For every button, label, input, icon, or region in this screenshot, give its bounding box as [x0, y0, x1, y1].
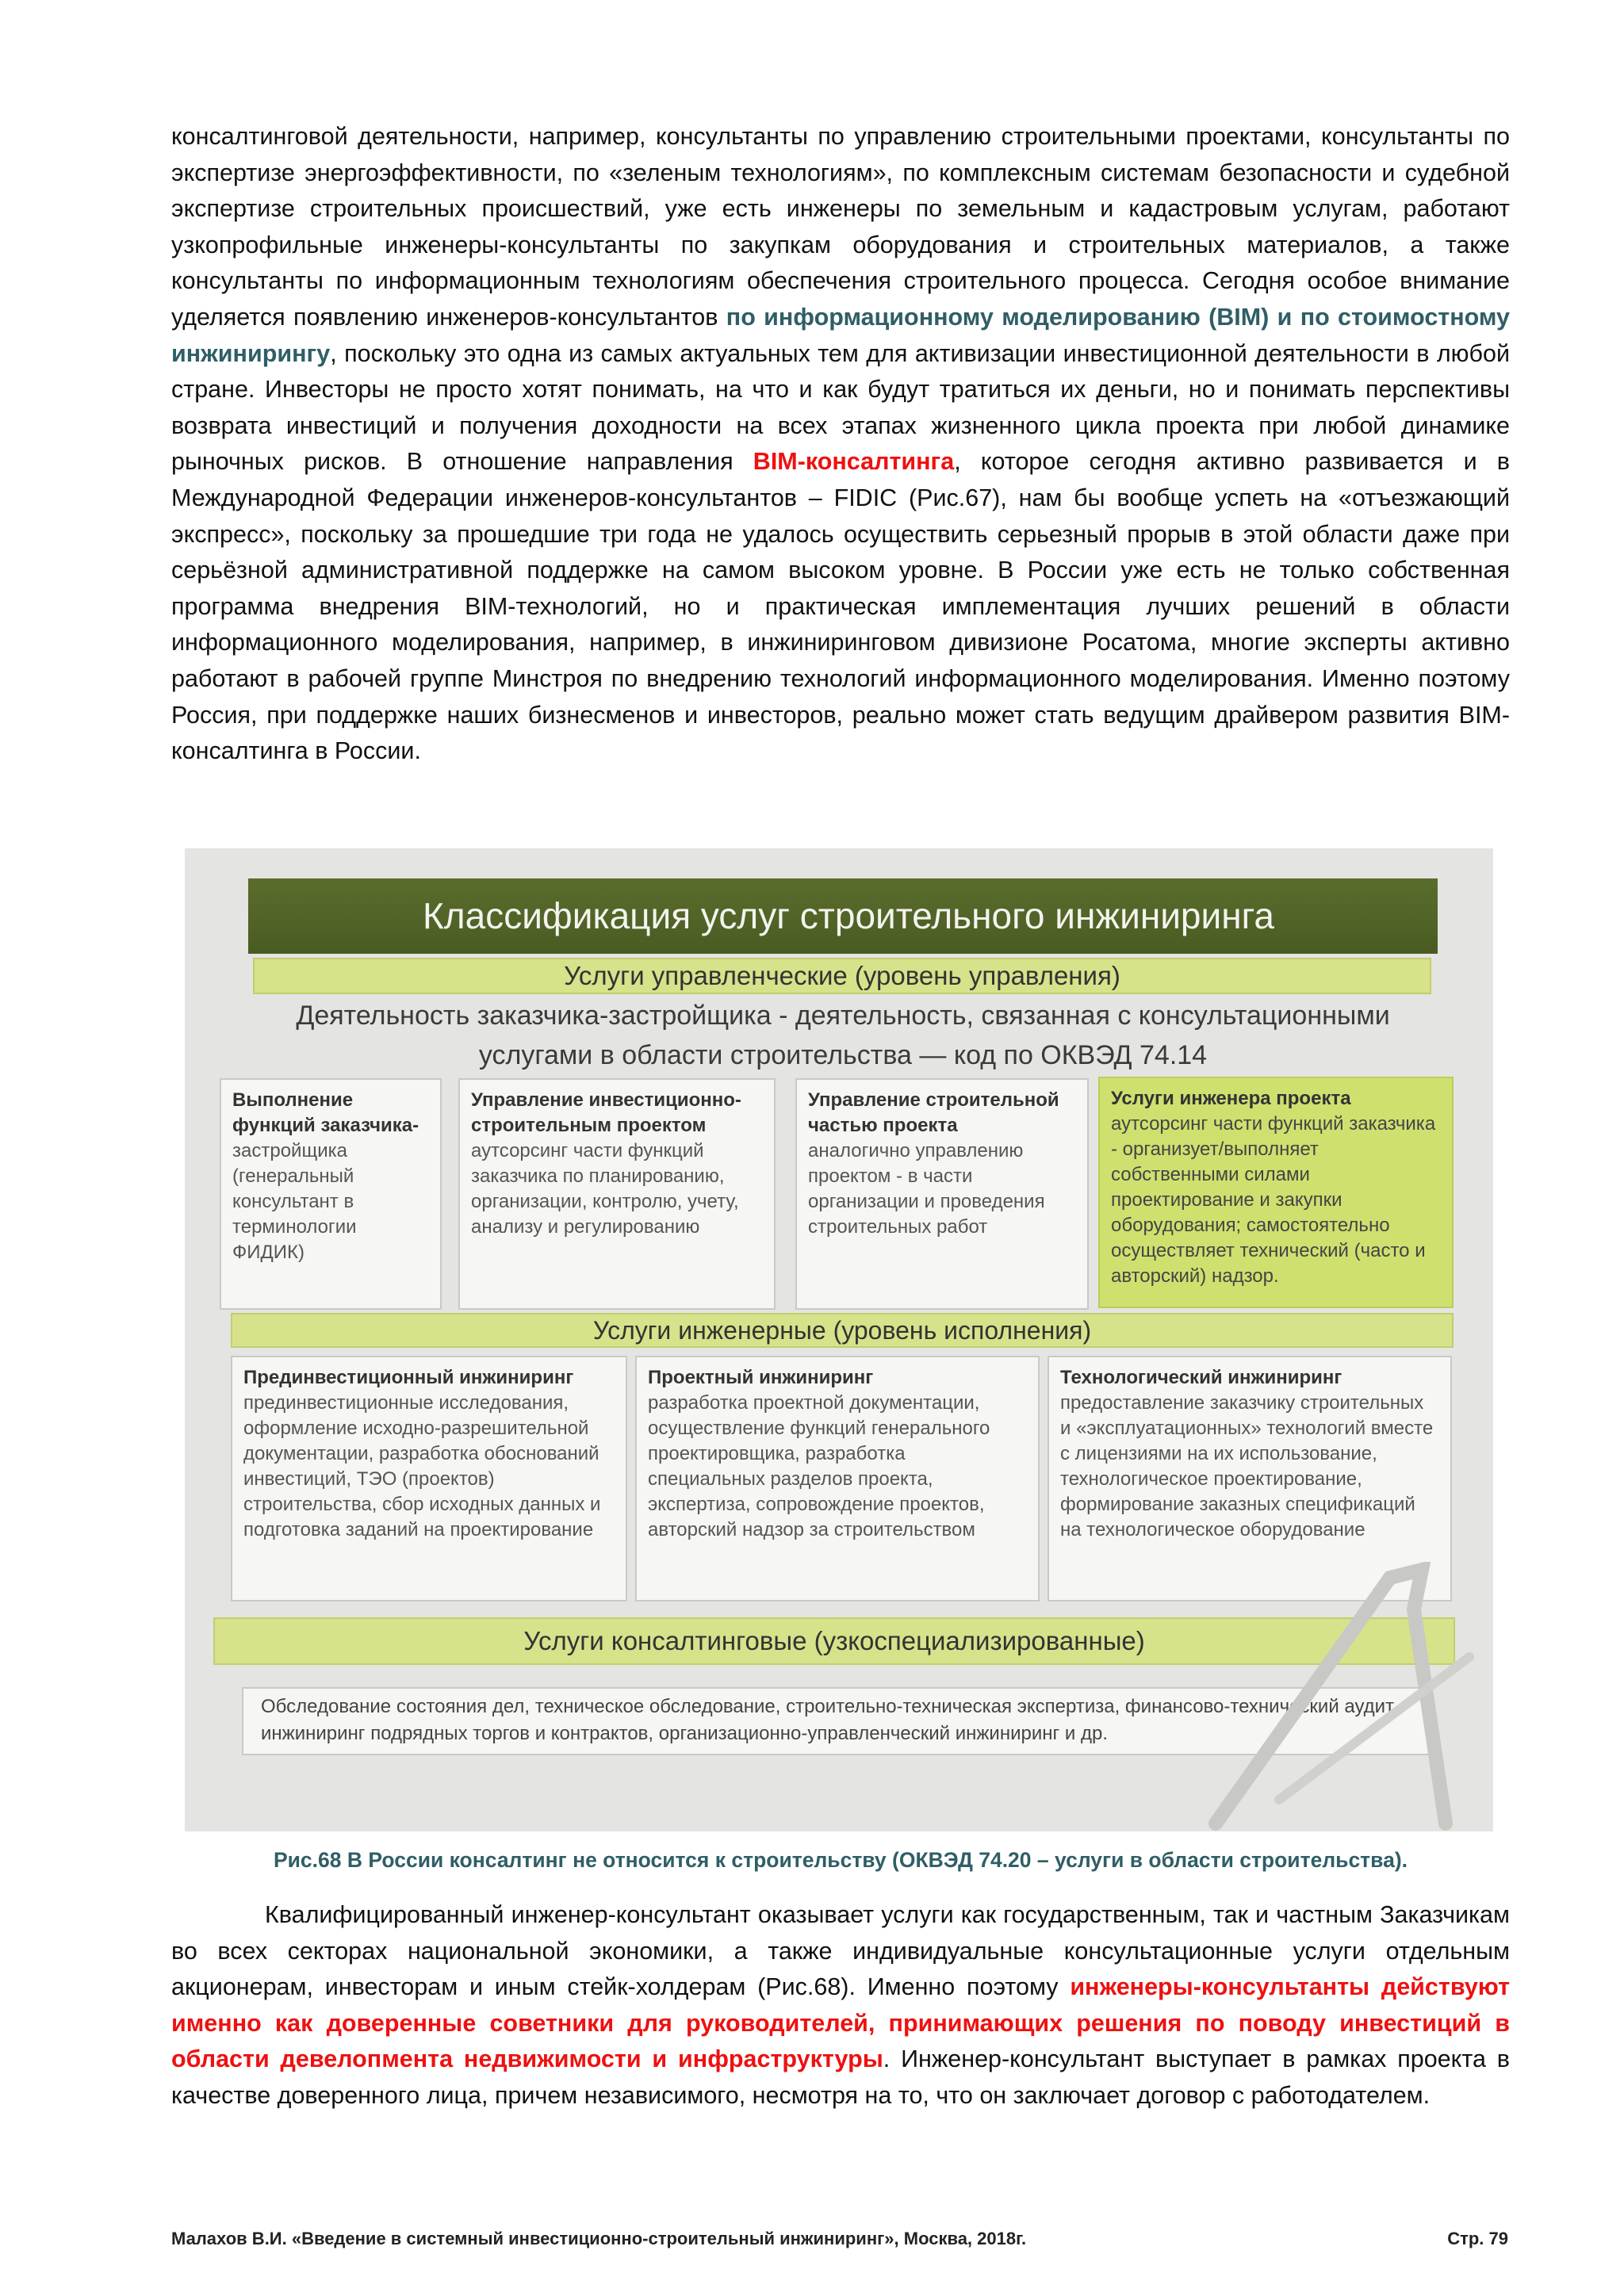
card-title: Выполнение функций заказчика- [232, 1089, 419, 1136]
page-number: Стр. 79 [1447, 2229, 1508, 2248]
p2-highlight: инженеры-консультанты действуют именно как доверенные советники для руководителей, принимающих решения по поводу инвестиций в области девелопмента недвижимости и инфраструктуры [171, 1973, 1511, 2073]
card-body: аналогично управлению проектом - в части организации и проведения строительных работ [808, 1140, 1045, 1238]
card-title: Услуги инженера проекта [1111, 1088, 1351, 1109]
card-project-management [458, 1078, 776, 1310]
figure-caption: Рис.68 В России консалтинг не относится к строительству (ОКВЭД 74.20 – услуги в области строительства). [273, 1848, 1408, 1872]
band-engineering-services: Услуги инженерные (уровень исполнения) [231, 1313, 1454, 1348]
card-title: Технологический инжиниринг [1060, 1367, 1342, 1388]
band-consulting-services: Услуги консалтинговые (узкоспециализированные) [213, 1617, 1455, 1665]
card-title: Проектный инжиниринг [648, 1367, 874, 1388]
card-construction-management [795, 1078, 1089, 1310]
p1-text-e: , которое сегодня активно развивается и в Международной Федерации инженеров-консультантов – FIDIC (Рис.67), нам бы вообще успеть на «отъезжающий экспресс», поскольку за прошедшие три года не удалось осуществить серьезный прорыв в этой области даже при серьёзной административной поддержке на самом высоком уровне. В России уже есть не только собственная программа внедрения BIM-технологий, но и практическая имплементация лучших решений в области информационного моделирования, например, в инжиниринговом дивизионе Росатома, многие эксперты активно работают в рабочей группе Минстроя по внедрению технологий информационного моделирования. Именно поэтому Россия, при поддержке наших бизнесменов и инвесторов, реально может стать ведущим драйвером развития BIM-консалтинга в России. [171, 448, 1510, 765]
body-paragraph-1 [171, 119, 1510, 770]
card-preinvestment-engineering [231, 1356, 627, 1601]
card-body: аутсорсинг части функций заказчика по планированию, организации, контролю, учету, анализу и регулированию [471, 1140, 739, 1238]
card-body: аутсорсинг части функций заказчика - организует/выполняет собственными силами проектирование и закупки оборудования; самостоятельно осуществляет технический (часто и авторский) надзор. [1111, 1113, 1436, 1287]
management-description: Деятельность заказчика-застройщика - деятельность, связанная с консультационными услугами в области строительства — код по ОКВЭД 74.14 [296, 1001, 1390, 1070]
footer-citation: Малахов В.И. «Введение в системный инвестиционно-строительный инжиниринг», Москва, 2018г. [171, 2229, 1027, 2248]
card-body: предоставление заказчику строительных и «эксплуатационных» технологий вместе с лицензиями на их использование, технологическое проектирование, формирование заказных спецификаций на технологическое оборудование [1060, 1392, 1434, 1540]
figure-title: Классификация услуг строительного инжиниринга [248, 878, 1438, 954]
p2-text-a: Квалифицированный инженер-консультант оказывает услуги как государственным, так и частным Заказчикам во всех секторах национальной экономики, а также индивидуальные консультационные услуги отдельным акционерам, инвесторам и иным стейк-холдерам (Рис.68). Именно поэтому [171, 1901, 1510, 2001]
card-body: застройщика (генеральный консультант в терминологии ФИДИК) [232, 1140, 357, 1263]
card-customer-functions [220, 1078, 442, 1310]
p1-text-a: консалтинговой деятельности, например, консультанты по управлению строительными проектами, консультанты по экспертизе энергоэффективности, по «зеленым технологиям», по комплексным системам безопасности и судебной экспертизе строительных происшествий, уже есть инженеры по земельным и кадастровым услугам, работают узкопрофильные инженеры-консультанты по закупкам оборудования и строительных материалов, а также консультанты по информационным технологиям обеспечения строительного процесса. Сегодня особое внимание уделяется появлению инженеров-консультантов [171, 123, 1510, 331]
card-title: Управление инвестиционно-строительным проектом [471, 1089, 741, 1136]
p1-highlight-bim: по информационному моделированию (BIM) и по стоимостному инжинирингу [171, 303, 1510, 367]
band-management-services: Услуги управленческие (уровень управления) [253, 958, 1431, 994]
p1-highlight-bim-consulting: BIM-консалтинга [753, 448, 955, 476]
card-title: Прединвестиционный инжиниринг [243, 1367, 574, 1388]
card-design-engineering [635, 1356, 1040, 1601]
body-paragraph-2 [171, 1897, 1510, 2114]
card-title: Управление строительной частью проекта [808, 1089, 1059, 1136]
card-body: разработка проектной документации, осуществление функций генерального проектировщика, разработка специальных разделов проекта, экспертиза, сопровождение проектов, авторский надзор за строительством [648, 1392, 990, 1540]
card-body: прединвестиционные исследования, оформление исходно-разрешительной документации, разработка обоснований инвестиций, ТЭО (проектов) строительства, сбор исходных данных и подготовка заданий на проектирование [243, 1392, 601, 1540]
p2-text-c: . Инженер-консультант выступает в рамках проекта в качестве доверенного лица, причем независимого, несмотря на то, что он заключает договор с работодателем. [171, 2045, 1511, 2109]
consulting-services-list: Обследование состояния дел, техническое обследование, строительно-техническая экспертиза, финансово-технический аудит, инжиниринг подрядных торгов и контрактов, организационно-управленческий инжиниринг и др. [242, 1687, 1431, 1755]
card-project-engineer [1098, 1077, 1454, 1308]
decorative-brushstroke [1184, 1562, 1493, 1831]
p1-text-c: , поскольку это одна из самых актуальных тем для активизации инвестиционной деятельности в любой стране. Инвесторы не просто хотят понимать, на что и как будут тратиться их деньги, но и понимать перспективы возврата инвестиций и получения доходности на всех этапах жизненного цикла проекта при любой динамике рыночных рисков. В отношение направления [171, 339, 1510, 476]
classification-figure [185, 848, 1493, 1831]
